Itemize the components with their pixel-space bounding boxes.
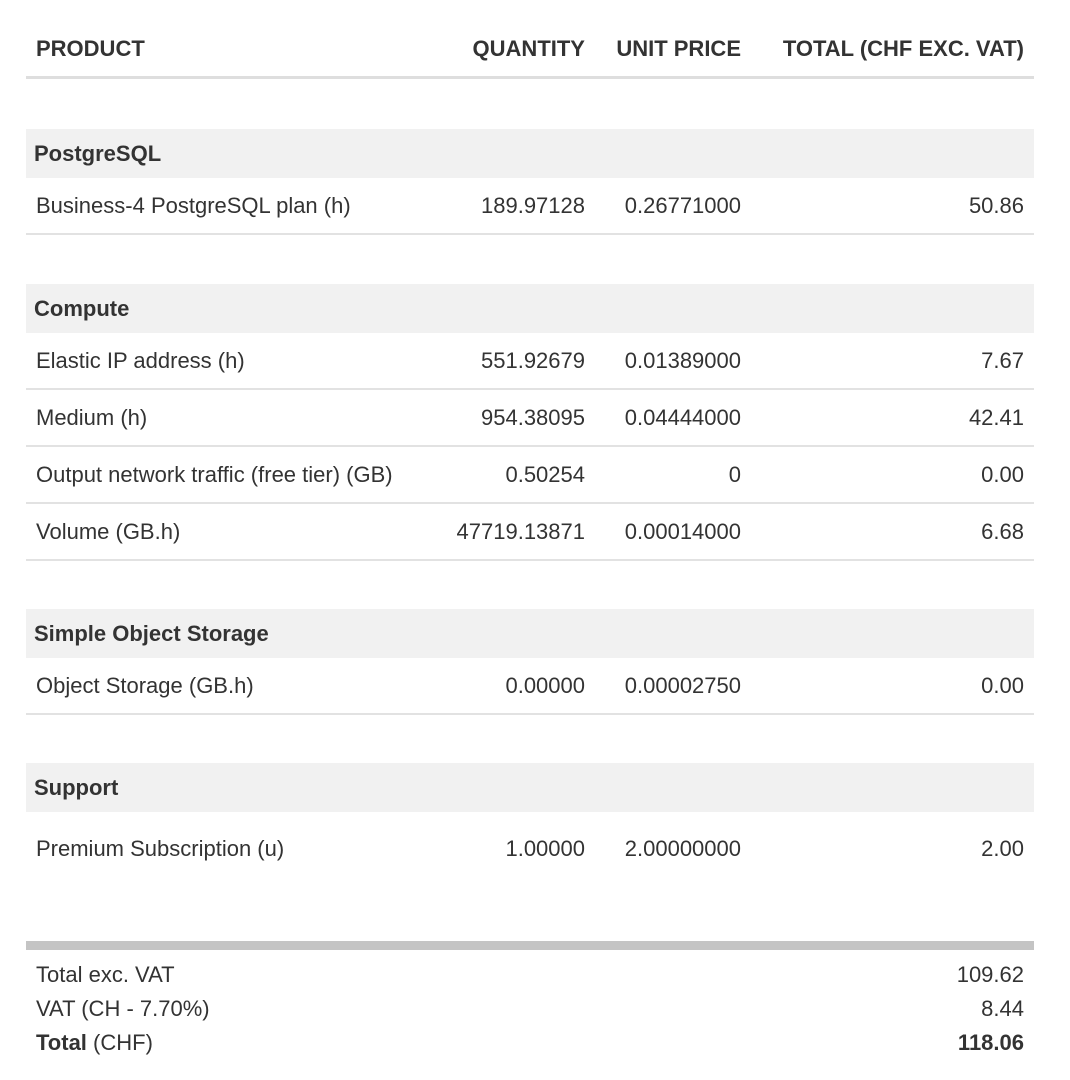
row-quantity: 0.00000 <box>505 672 585 698</box>
table-row <box>26 447 1034 504</box>
row-unit-price: 0.04444000 <box>624 404 741 430</box>
table-row <box>26 812 1034 886</box>
row-product: Premium Subscription (u) <box>36 836 285 861</box>
row-total: 42.41 <box>968 404 1024 430</box>
section-title: Support <box>26 763 1034 812</box>
section-title: PostgreSQL <box>26 129 1034 178</box>
row-quantity: 47719.13871 <box>456 518 585 544</box>
table-header <box>26 0 1034 79</box>
table-row <box>26 178 1034 235</box>
subtotal-line <box>26 962 1034 996</box>
row-unit-price: 0.01389000 <box>624 347 741 373</box>
row-unit-price: 0.26771000 <box>624 192 741 218</box>
row-quantity: 0.50254 <box>505 461 585 487</box>
invoice-table <box>26 0 1034 886</box>
row-total: 2.00 <box>981 836 1024 861</box>
row-product: Object Storage (GB.h) <box>36 672 254 698</box>
totals-divider <box>26 941 1034 950</box>
row-unit-price: 0 <box>728 461 741 487</box>
row-product: Elastic IP address (h) <box>36 347 245 373</box>
section-title: Simple Object Storage <box>26 609 1034 658</box>
section-postgresql <box>26 129 1034 235</box>
row-unit-price: 0.00002750 <box>624 672 741 698</box>
vat-label: VAT (CH - 7.70%) <box>36 996 210 1021</box>
section-object-storage <box>26 609 1034 715</box>
row-product: Medium (h) <box>36 404 148 430</box>
grand-total-label-bold: Total <box>36 1030 87 1055</box>
table-row <box>26 390 1034 447</box>
totals-block <box>26 962 1034 1064</box>
row-unit-price: 2.00000000 <box>624 836 741 861</box>
vat-line <box>26 996 1034 1030</box>
header-total: TOTAL (CHF EXC. VAT) <box>782 36 1024 61</box>
grand-total-value: 118.06 <box>957 1030 1024 1055</box>
row-total: 7.67 <box>981 347 1024 373</box>
table-row <box>26 333 1034 390</box>
section-support <box>26 763 1034 886</box>
vat-value: 8.44 <box>981 996 1024 1021</box>
row-quantity: 1.00000 <box>505 836 585 861</box>
row-quantity: 954.38095 <box>481 404 585 430</box>
row-total: 0.00 <box>981 672 1024 698</box>
subtotal-label: Total exc. VAT <box>36 962 175 987</box>
row-product: Business-4 PostgreSQL plan (h) <box>36 192 351 218</box>
header-quantity: QUANTITY <box>472 36 585 61</box>
grand-total-label <box>36 1030 153 1056</box>
row-total: 50.86 <box>968 192 1024 218</box>
row-product: Output network traffic (free tier) (GB) <box>36 461 393 487</box>
header-product: PRODUCT <box>36 36 145 61</box>
grand-total-line <box>26 1030 1034 1064</box>
section-title: Compute <box>26 284 1034 333</box>
row-quantity: 551.92679 <box>481 347 585 373</box>
row-total: 6.68 <box>981 518 1024 544</box>
row-total: 0.00 <box>981 461 1024 487</box>
section-compute <box>26 284 1034 561</box>
header-unit-price: UNIT PRICE <box>616 36 741 61</box>
row-unit-price: 0.00014000 <box>624 518 741 544</box>
subtotal-value: 109.62 <box>956 962 1024 987</box>
row-quantity: 189.97128 <box>481 192 585 218</box>
table-row <box>26 658 1034 715</box>
table-row <box>26 504 1034 561</box>
row-product: Volume (GB.h) <box>36 518 181 544</box>
grand-total-label-suffix: (CHF) <box>86 1030 153 1055</box>
